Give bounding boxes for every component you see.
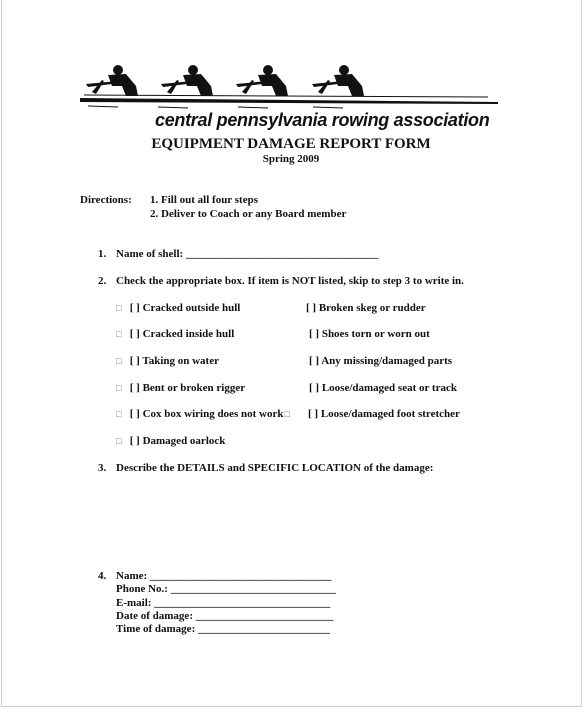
rowing-logo [78,62,503,112]
checkbox-icon[interactable]: □ [116,383,122,393]
step3-instructions: Describe the DETAILS and SPECIFIC LOCATION of the damage: [116,462,434,474]
directions-label: Directions: [80,194,132,206]
shell-name-field[interactable]: Name of shell: ___________________________________ [116,248,379,260]
form-title: EQUIPMENT DAMAGE REPORT FORM [151,136,431,152]
checkbox-option[interactable]: [ ] Broken skeg or rudder [306,302,426,314]
direction-item: 1. Fill out all four steps [150,194,258,206]
checkbox-option[interactable]: □ [ ] Damaged oarlock [116,435,226,447]
step-number: 1. [98,248,107,260]
checkbox-option[interactable]: [ ] Shoes torn or worn out [309,328,430,340]
organization-name: central pennsylvania rowing association [155,110,490,130]
checkbox-option[interactable]: □ [ ] Bent or broken rigger [116,382,246,394]
step-number: 2. [98,275,107,287]
checkbox-option[interactable]: □ [ ] Taking on water [116,355,219,367]
checkbox-icon[interactable]: □ [116,409,122,419]
checkbox-option[interactable]: [ ] Any missing/damaged parts [309,355,453,367]
checkbox-option[interactable]: □ [ ] Cracked inside hull [116,328,235,340]
form-subtitle: Spring 2009 [262,153,320,165]
step-number: 4. [98,570,107,582]
checkbox-option[interactable]: [ ] Loose/damaged foot stretcher [308,408,460,420]
date-of-damage-field[interactable]: Date of damage: _________________________ [116,610,334,622]
direction-item: 2. Deliver to Coach or any Board member [150,208,347,220]
checkbox-icon[interactable]: □ [284,409,290,419]
step2-instructions: Check the appropriate box. If item is NOT listed, skip to step 3 to write in. [116,275,464,287]
checkbox-icon[interactable]: □ [116,356,122,366]
email-field[interactable]: E-mail: ________________________________ [116,597,331,609]
checkbox-option[interactable]: □ [ ] Cracked outside hull [116,302,241,314]
checkbox-icon[interactable]: □ [116,436,122,446]
time-of-damage-field[interactable]: Time of damage: ________________________ [116,623,330,635]
checkbox-option[interactable]: [ ] Loose/damaged seat or track [309,382,457,394]
checkbox-icon[interactable]: □ [116,303,122,313]
step-number: 3. [98,462,107,474]
phone-field[interactable]: Phone No.: ______________________________ [116,583,336,595]
checkbox-icon[interactable]: □ [116,329,122,339]
contact-name-field[interactable]: Name: _________________________________ [116,570,332,582]
checkbox-option[interactable]: □ [ ] Cox box wiring does not work□ [116,408,295,420]
